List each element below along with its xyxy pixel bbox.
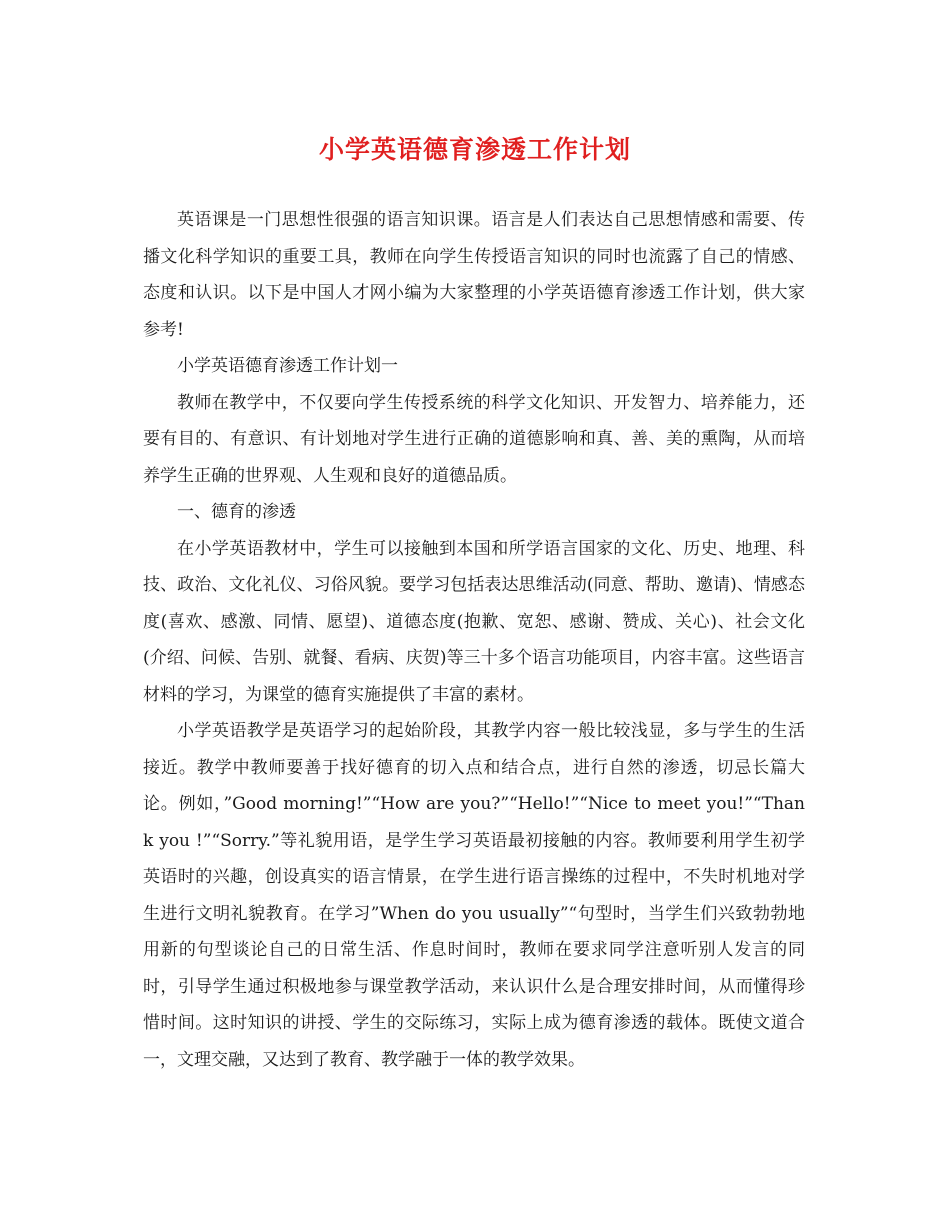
- paragraph-teaching: 教师在教学中，不仅要向学生传授系统的科学文化知识、开发智力、培养能力，还要有目的、有意识、有计划地对学生进行正确的道德影响和真、善、美的熏陶，从而培养学生正确的世界观、人生观和良好的道德品质。: [143, 392, 805, 486]
- document-body: [143, 202, 805, 1078]
- paragraph-textbook: 在小学英语教材中，学生可以接触到本国和所学语言国家的文化、历史、地理、科技、政治、文化礼仪、习俗风貌。要学习包括表达思维活动(同意、帮助、邀请)、情感态度(喜欢、感激、同情、愿望)、道德态度(抱歉、宽恕、感谢、赞成、关心)、社会文化(介绍、问候、告别、就餐、看病、庆贺)等三十多个语言功能项目，内容丰富。这些语言材料的学习，为课堂的德育实施提供了丰富的素材。: [143, 538, 805, 705]
- paragraph-intro: 英语课是一门思想性很强的语言知识课。语言是人们表达自己思想情感和需要、传播文化科学知识的重要工具，教师在向学生传授语言知识的同时也流露了自己的情感、态度和认识。以下是中国人才网小编为大家整理的小学英语德育渗透工作计划，供大家参考!: [143, 210, 805, 340]
- paragraph-examples: 小学英语教学是英语学习的起始阶段，其教学内容一般比较浅显，多与学生的生活接近。教学中教师要善于找好德育的切入点和结合点，进行自然的渗透，切忌长篇大论。例如，”Good morning!”“How are you?”“Hello!”“Nice to meet you!”“Thank you !”“Sorry.”等礼貌用语，是学生学习英语最初接触的内容。教师要利用学生初学英语时的兴趣，创设真实的语言情景，在学生进行语言操练的过程中，不失时机地对学生进行文明礼貌教育。在学习”When do you usually”“句型时，当学生们兴致勃勃地用新的句型谈论自己的日常生活、作息时间时，教师在要求同学注意听别人发言的同时，引导学生通过积极地参与课堂教学活动，来认识什么是合理安排时间，从而懂得珍惜时间。这时知识的讲授、学生的交际练习，实际上成为德育渗透的载体。既使文道合一，文理交融，又达到了教育、教学融于一体的教学效果。: [143, 721, 805, 1070]
- paragraph-heading-moral: 一、德育的渗透: [177, 502, 296, 522]
- paragraph-heading-plan-one: 小学英语德育渗透工作计划一: [177, 356, 398, 376]
- document-title: 小学英语德育渗透工作计划: [318, 135, 631, 164]
